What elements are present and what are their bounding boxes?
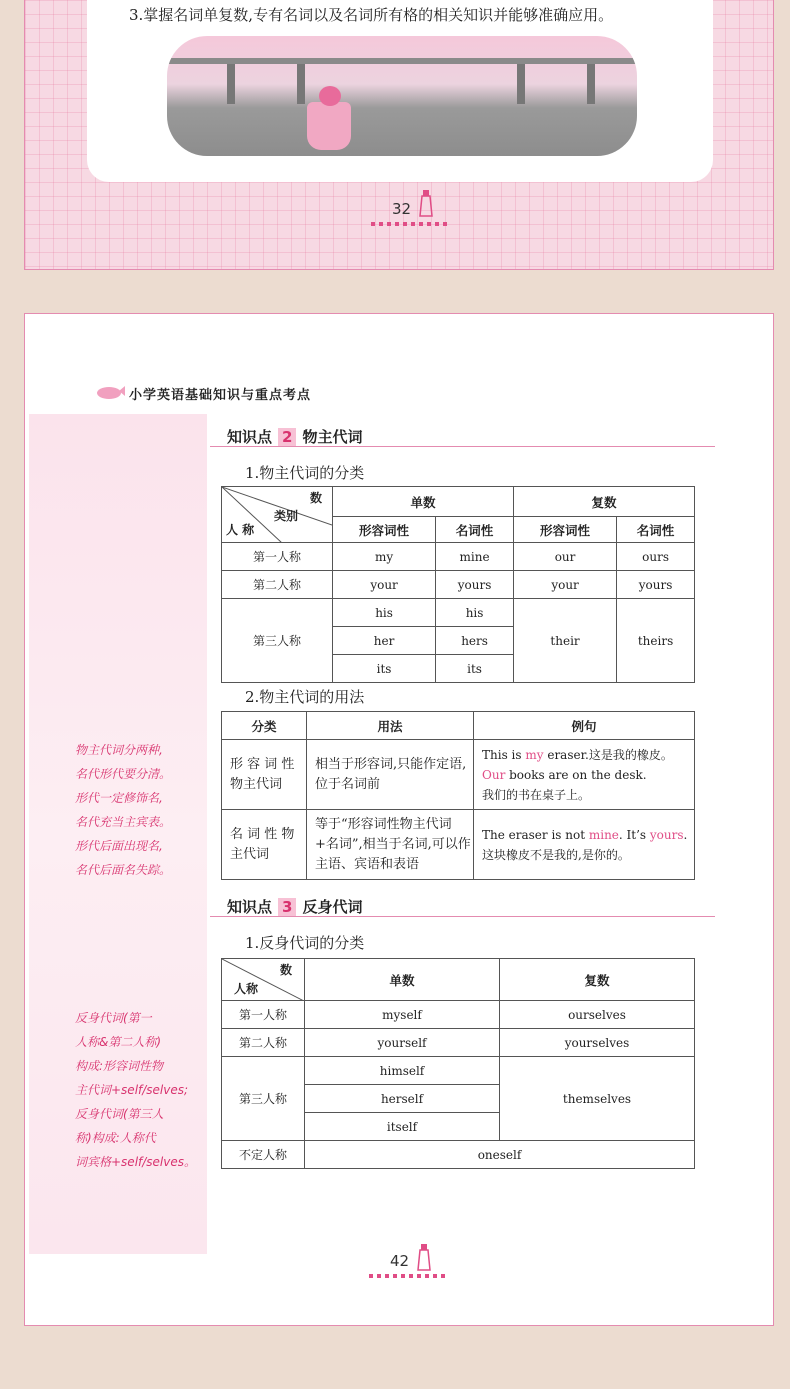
bridge-illustration [167, 36, 637, 156]
col-noun: 名词性 [617, 517, 695, 543]
table-row [222, 1029, 695, 1057]
kp2-divider [210, 446, 715, 447]
col-plural: 复数 [513, 487, 694, 517]
example-text: eraser.这是我的橡皮。 [543, 747, 673, 762]
cell-person: 不定人称 [222, 1141, 305, 1169]
cell-usage: 等于“形容词性物主代词+名词”,相当于名词,可以作主语、宾语和表语 [307, 810, 474, 880]
example-text: 我们的书在桌子上。 [482, 787, 591, 802]
cell: your [513, 571, 616, 599]
example-highlight: Our [482, 767, 506, 782]
page-number-bottom: 42 [390, 1252, 410, 1270]
cell: its [333, 655, 436, 683]
example-highlight: my [525, 747, 544, 762]
kp3-heading [227, 896, 362, 917]
note-line: 人称&第二人称) [75, 1035, 162, 1049]
col-noun: 名词性 [436, 517, 514, 543]
objective-card [87, 0, 713, 182]
note-line: 反身代词(第三人 [75, 1107, 164, 1121]
lighthouse-icon [418, 188, 434, 218]
cell: my [333, 543, 436, 571]
cell: hers [436, 627, 514, 655]
kp2-sub2: 2.物主代词的用法 [245, 688, 365, 706]
kp2-heading [227, 426, 362, 447]
col-adj: 形容词性 [333, 517, 436, 543]
col-singular: 单数 [305, 959, 500, 1001]
col-example: 例句 [474, 712, 695, 740]
example-text: . [683, 827, 688, 842]
kp-label: 知识点 [227, 898, 273, 916]
possessive-classification-table [221, 486, 695, 683]
cell: themselves [500, 1057, 695, 1141]
note-line: 名代后面名失踪。 [75, 863, 172, 877]
cell: herself [305, 1085, 500, 1113]
cell-person: 第二人称 [222, 1029, 305, 1057]
corner-renchen: 人 称 [226, 523, 255, 537]
kp-label: 知识点 [227, 428, 273, 446]
example-text: books are on the desk. [505, 767, 647, 782]
table-row [222, 810, 695, 880]
table-row [222, 543, 695, 571]
cell: yours [436, 571, 514, 599]
note-line: 称)构成:人称代 [75, 1131, 156, 1145]
cell: its [436, 655, 514, 683]
cell: theirs [617, 599, 695, 683]
table-row [222, 599, 695, 627]
cell: our [513, 543, 616, 571]
cell: myself [305, 1001, 500, 1029]
col-singular: 单数 [333, 487, 514, 517]
note-line: 名代充当主宾表。 [75, 815, 172, 829]
example-highlight: mine [588, 827, 619, 842]
table-row [222, 1057, 695, 1085]
kp3-sub1: 1.反身代词的分类 [245, 934, 365, 952]
cell: their [513, 599, 616, 683]
cell: his [333, 599, 436, 627]
possessive-usage-table [221, 711, 695, 880]
cell-person: 第一人称 [222, 1001, 305, 1029]
cell: yourselves [500, 1029, 695, 1057]
example-text: The eraser is not [482, 827, 589, 842]
cell: his [436, 599, 514, 627]
kp-number: 3 [278, 898, 296, 916]
note-line: 主代词+self/selves; [75, 1083, 189, 1097]
table-corner [222, 959, 305, 1001]
cell-usage: 相当于形容词,只能作定语,位于名词前 [307, 740, 474, 810]
kp-title: 物主代词 [302, 428, 363, 446]
note-line: 构成:形容词性物 [75, 1059, 164, 1073]
current-page [24, 313, 774, 1326]
cell: ourselves [500, 1001, 695, 1029]
cell-person: 第三人称 [222, 599, 333, 683]
note-reflexive [75, 1006, 230, 1174]
cell-person: 第二人称 [222, 571, 333, 599]
whale-icon [95, 382, 125, 400]
note-line: 形代后面出现名, [75, 839, 163, 853]
cell-type: 名 词 性 物 主代词 [222, 810, 307, 880]
page-number-wave [371, 222, 451, 226]
page-number-wave [369, 1274, 449, 1278]
cell: yours [617, 571, 695, 599]
note-possessive [75, 738, 225, 882]
cell: ours [617, 543, 695, 571]
cell: himself [305, 1057, 500, 1085]
example-text: 这块橡皮不是我的,是你的。 [482, 847, 630, 862]
example-text: . It’s [618, 827, 650, 842]
kp2-sub1: 1.物主代词的分类 [245, 464, 365, 482]
reflexive-classification-table [221, 958, 695, 1169]
objective-text: 3.掌握名词单复数,专有名词以及名词所有格的相关知识并能够准确应用。 [129, 6, 614, 24]
table-row [222, 571, 695, 599]
corner-shu: 数 [279, 963, 292, 977]
cell-person: 第三人称 [222, 1057, 305, 1141]
kp-number: 2 [278, 428, 296, 446]
example-text: This is [482, 747, 526, 762]
note-line: 反身代词(第一 [75, 1011, 152, 1025]
col-usage: 用法 [307, 712, 474, 740]
cell-example [474, 810, 695, 880]
col-adj: 形容词性 [513, 517, 616, 543]
cell-person: 第一人称 [222, 543, 333, 571]
corner-shu: 数 [309, 491, 322, 505]
example-highlight: yours [649, 827, 684, 842]
cell: mine [436, 543, 514, 571]
cell: her [333, 627, 436, 655]
col-plural: 复数 [500, 959, 695, 1001]
cell: itself [305, 1113, 500, 1141]
note-line: 形代一定修饰名, [75, 791, 163, 805]
table-row [222, 1141, 695, 1169]
cell-type: 形 容 词 性 物主代词 [222, 740, 307, 810]
cell: yourself [305, 1029, 500, 1057]
kp-title: 反身代词 [302, 898, 363, 916]
book-header: 小学英语基础知识与重点考点 [129, 388, 312, 403]
lighthouse-icon [416, 1242, 432, 1272]
table-row [222, 1001, 695, 1029]
corner-leibie: 类别 [273, 509, 298, 523]
kp3-divider [210, 916, 715, 917]
col-type: 分类 [222, 712, 307, 740]
corner-renchen: 人称 [234, 982, 259, 996]
page-number-top: 32 [392, 200, 412, 218]
cell: your [333, 571, 436, 599]
table-corner [222, 487, 333, 543]
note-line: 词宾格+self/selves。 [75, 1155, 196, 1169]
cell-example [474, 740, 695, 810]
table-row [222, 740, 695, 810]
cell: oneself [305, 1141, 695, 1169]
previous-page [24, 0, 774, 270]
note-line: 名代形代要分清。 [75, 767, 172, 781]
note-line: 物主代词分两种, [75, 743, 163, 757]
